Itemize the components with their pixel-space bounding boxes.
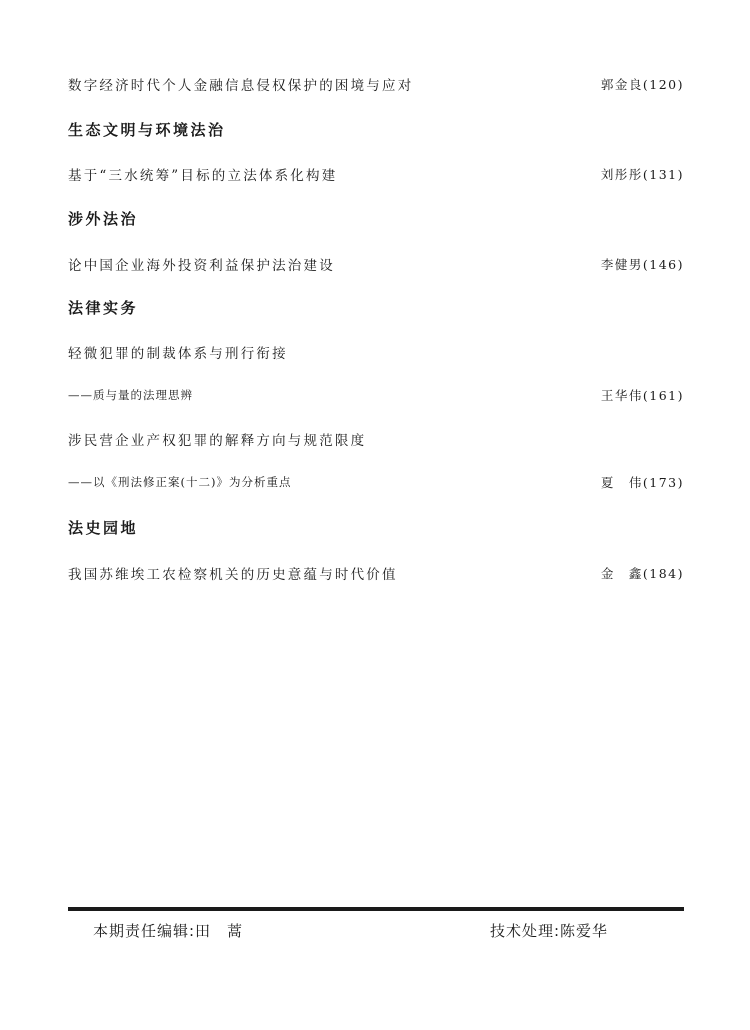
article-author-page: 郭金良(120) — [600, 77, 684, 92]
section-heading: 涉外法治 — [68, 210, 139, 228]
toc-entry[interactable] — [68, 562, 684, 584]
article-author-page: 李健男(146) — [600, 257, 684, 272]
toc-entry[interactable] — [68, 384, 684, 406]
toc-entry[interactable] — [68, 253, 684, 275]
editor-credit: 本期责任编辑:田 蒿 — [93, 922, 244, 940]
article-subtitle: ——以《刑法修正案(十二)》为分析重点 — [68, 475, 292, 489]
article-author-page: 刘彤彤(131) — [600, 167, 684, 182]
dot-leader — [299, 471, 594, 493]
dot-leader — [421, 73, 594, 95]
dot-leader — [201, 384, 595, 406]
dot-leader — [343, 253, 595, 275]
article-title[interactable]: 轻微犯罪的制裁体系与刑行衔接 — [68, 346, 288, 362]
toc-entry[interactable] — [68, 163, 684, 185]
tech-credit: 技术处理:陈爱华 — [490, 922, 609, 940]
toc-entry[interactable] — [68, 73, 684, 95]
article-title[interactable]: 涉民营企业产权犯罪的解释方向与规范限度 — [68, 433, 367, 449]
article-author-page: 夏 伟(173) — [600, 475, 684, 490]
article-author-page: 金 鑫(184) — [600, 566, 684, 581]
article-title: 论中国企业海外投资利益保护法治建设 — [68, 258, 335, 274]
article-title: 数字经济时代个人金融信息侵权保护的困境与应对 — [68, 78, 414, 94]
dot-leader — [345, 163, 594, 185]
section-heading: 法史园地 — [68, 519, 139, 537]
dot-leader — [406, 562, 595, 584]
article-title: 我国苏维埃工农检察机关的历史意蕴与时代价值 — [68, 567, 398, 583]
article-subtitle: ——质与量的法理思辨 — [68, 388, 193, 402]
section-heading: 生态文明与环境法治 — [68, 121, 226, 139]
article-author-page: 王华伟(161) — [600, 388, 684, 403]
toc-entry[interactable] — [68, 471, 684, 493]
section-heading: 法律实务 — [68, 299, 139, 317]
footer-rule — [68, 907, 684, 911]
article-title: 基于“三水统筹”目标的立法体系化构建 — [68, 168, 338, 184]
